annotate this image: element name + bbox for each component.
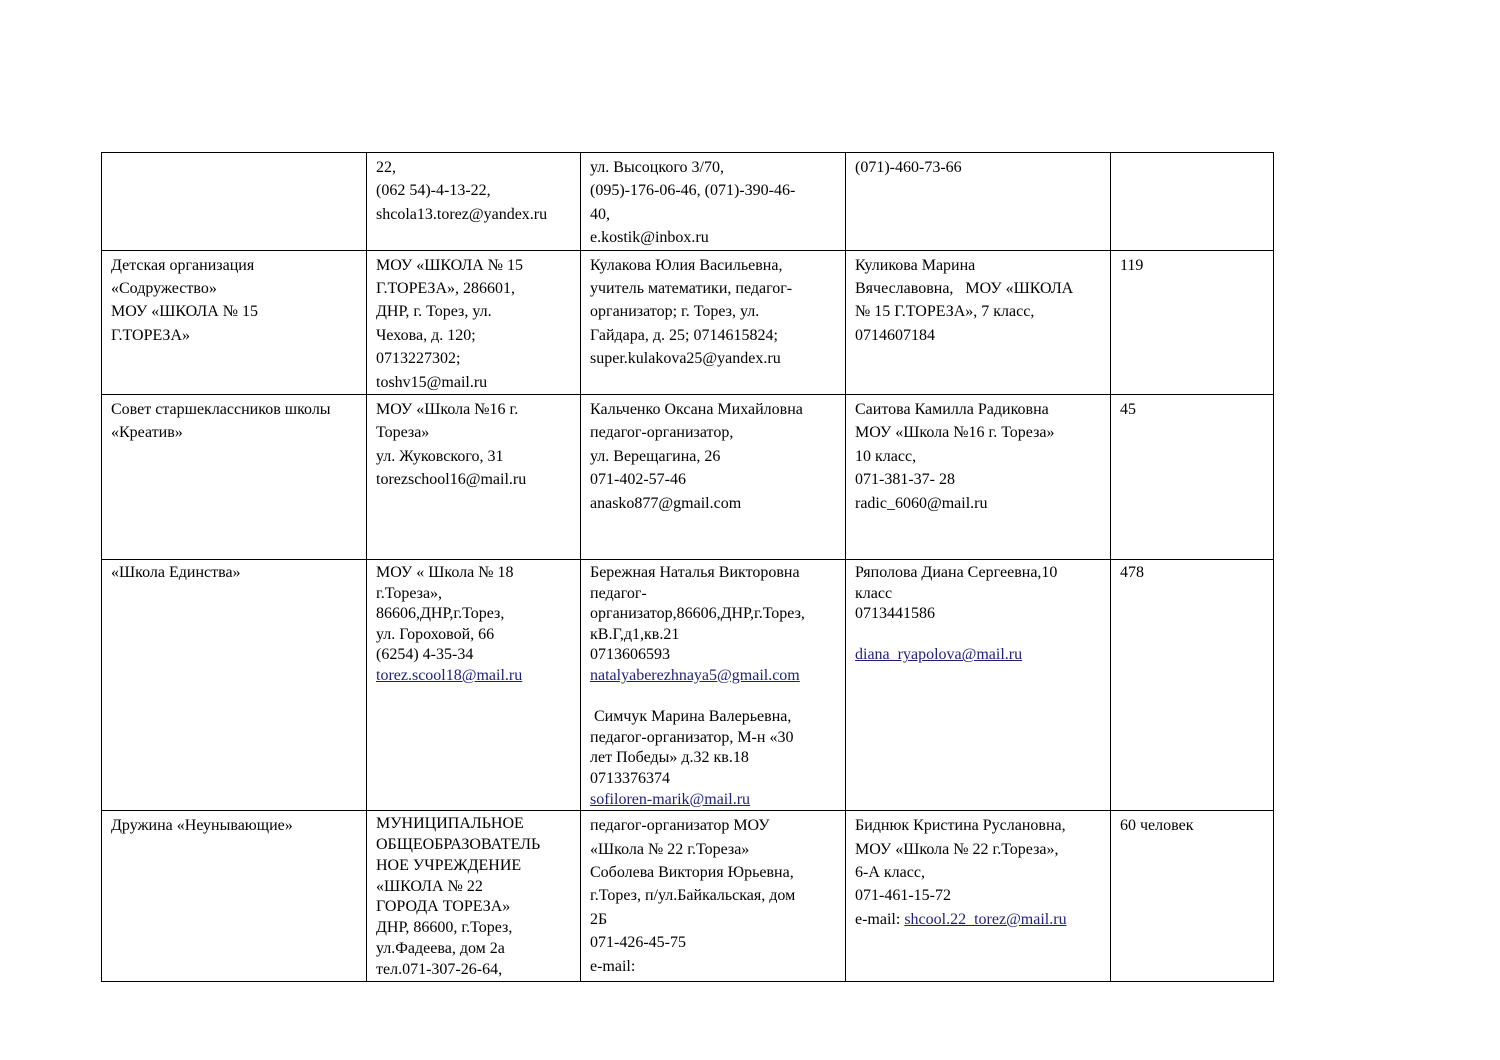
chairman-cell: Саитова Камилла Радиковна МОУ «Школа №16 г. Тореза» 10 класс, 071-381-37- 28 radic_6060@mail.ru <box>846 395 1111 560</box>
org-name-cell <box>102 153 367 251</box>
org-name-cell: «Школа Единства» <box>102 560 367 811</box>
table-row <box>102 395 1274 560</box>
leader2-email-link[interactable]: sofiloren-marik@mail.ru <box>590 790 751 808</box>
member-count-cell <box>1111 153 1274 251</box>
org-name-cell: Детская организация «Содружество» МОУ «ШКОЛА № 15 Г.ТОРЕЗА» <box>102 250 367 394</box>
chairman-cell: (071)-460-73-66 <box>846 153 1111 251</box>
leader-cell: Бережная Наталья Викторовна педагог- организатор,86606,ДНР,г.Торез, кВ.Г,д1,кв.21 0713606593 natalyaberezhnaya5@gmail.com Симчук Марина Валерьевна, педагог-организатор, М-н «30 лет Победы» д.32 кв.18 0713376374 sofiloren-marik@mail.ru <box>581 560 846 811</box>
organizations-table <box>101 152 1274 982</box>
school-cell: МУНИЦИПАЛЬНОЕ ОБЩЕОБРАЗОВАТЕЛЬ НОЕ УЧРЕЖДЕНИЕ «ШКОЛА № 22 ГОРОДА ТОРЕЗА» ДНР, 86600, г.Торез, ул.Фадеева, дом 2а тел.071-307-26-64, <box>367 811 581 981</box>
school-email-link[interactable]: torez.scool18@mail.ru <box>376 667 523 685</box>
chairman-email-link[interactable]: diana_ryapolova@mail.ru <box>855 646 1023 664</box>
leader-cell: Кальченко Оксана Михайловна педагог-организатор, ул. Верещагина, 26 071-402-57-46 anasko877@gmail.com <box>581 395 846 560</box>
chairman-email-line: e-mail: shcool.22_torez@mail.ru <box>855 910 1067 928</box>
table-row <box>102 811 1274 981</box>
member-count-cell: 478 <box>1111 560 1274 811</box>
chairman-cell: Куликова Марина Вячеславовна, МОУ «ШКОЛА № 15 Г.ТОРЕЗА», 7 класс, 0714607184 <box>846 250 1111 394</box>
member-count-cell: 119 <box>1111 250 1274 394</box>
table-row <box>102 153 1274 251</box>
chairman-cell: Ряполова Диана Сергеевна,10 класс 0713441586 diana_ryapolova@mail.ru <box>846 560 1111 811</box>
member-count-cell: 60 человек <box>1111 811 1274 981</box>
spacer <box>855 625 1101 646</box>
school-cell: МОУ «ШКОЛА № 15 Г.ТОРЕЗА», 286601, ДНР, г. Торез, ул. Чехова, д. 120; 0713227302; toshv15@mail.ru <box>367 250 581 394</box>
spacer <box>590 687 836 708</box>
table-row <box>102 250 1274 394</box>
member-count-cell: 45 <box>1111 395 1274 560</box>
org-name-cell: Совет старшеклассников школы «Креатив» <box>102 395 367 560</box>
leader-email-link[interactable]: natalyaberezhnaya5@gmail.com <box>590 667 800 685</box>
school-cell: МОУ « Школа № 18 г.Тореза», 86606,ДНР,г.Торез, ул. Гороховой, 66 (6254) 4-35-34 torez.scool18@mail.ru <box>367 560 581 811</box>
leader-cell: ул. Высоцкого 3/70, (095)-176-06-46, (071)-390-46- 40, e.kostik@inbox.ru <box>581 153 846 251</box>
org-name-cell: Дружина «Неунывающие» <box>102 811 367 981</box>
school-cell: МОУ «Школа №16 г. Тореза» ул. Жуковского, 31 torezschool16@mail.ru <box>367 395 581 560</box>
school-cell: 22, (062 54)-4-13-22, shcola13.torez@yandex.ru <box>367 153 581 251</box>
chairman-cell: Биднюк Кристина Руслановна, МОУ «Школа № 22 г.Тореза», 6-А класс, 071-461-15-72 e-mail: shcool.22_torez@mail.ru <box>846 811 1111 981</box>
table-row <box>102 560 1274 811</box>
chairman-email-link[interactable]: shcool.22_torez@mail.ru <box>904 910 1067 928</box>
leader-cell: Кулакова Юлия Васильевна, учитель математики, педагог- организатор; г. Торез, ул. Гайдара, д. 25; 0714615824; super.kulakova25@yandex.ru <box>581 250 846 394</box>
leader-cell: педагог-организатор МОУ «Школа № 22 г.Тореза» Соболева Виктория Юрьевна, г.Торез, п/ул.Байкальская, дом 2Б 071-426-45-75 e-mail: <box>581 811 846 981</box>
